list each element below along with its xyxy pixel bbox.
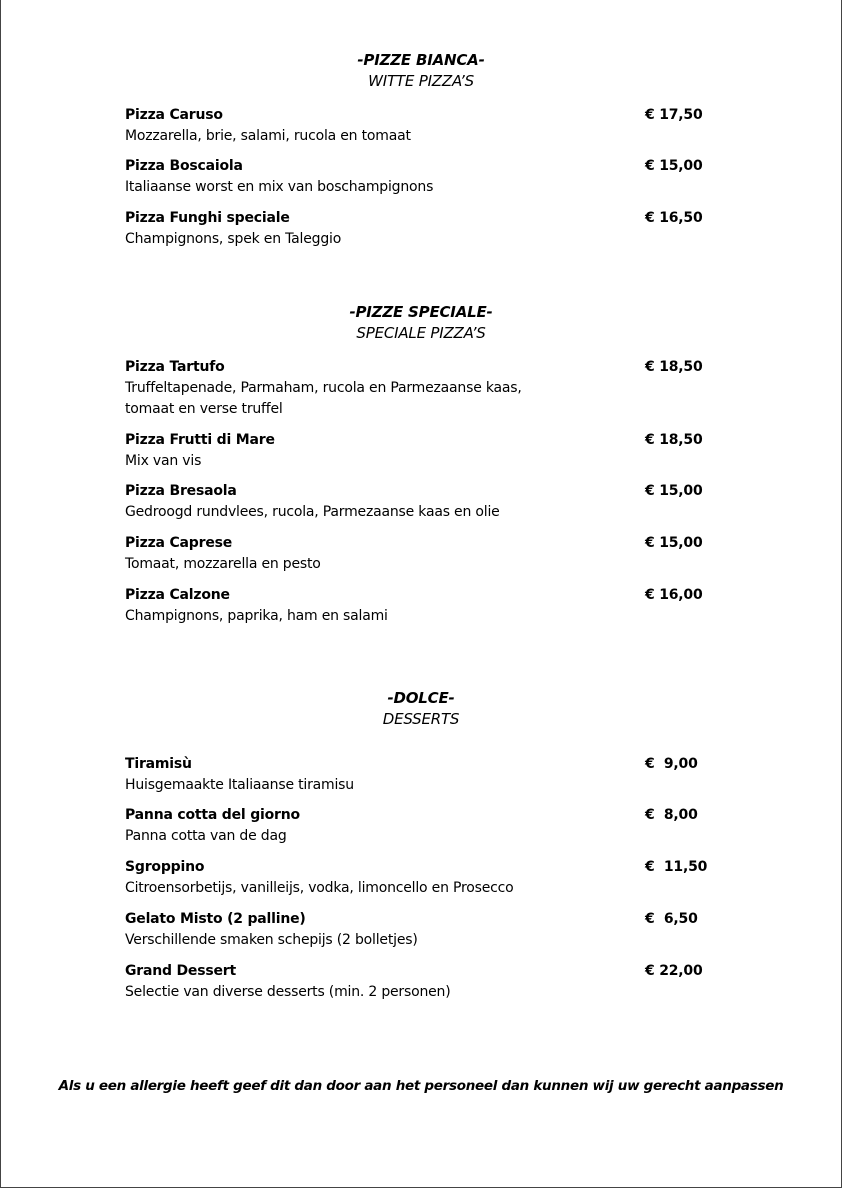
item-description: Tomaat, mozzarella en pesto [125,556,321,572]
section-subtitle: SPECIALE PIZZA’S [356,324,486,342]
menu-item [125,105,705,147]
item-name: Grand Dessert [125,963,236,979]
allergy-note: Als u een allergie heeft geef dit dan door aan het personeel dan kunnen wij uw gerecht aanpassen [58,1078,784,1094]
item-description: Selectie van diverse desserts (min. 2 personen) [125,984,451,1000]
section-subtitle: DESSERTS [382,710,460,728]
menu-item [125,533,705,575]
item-price: € 9,00 [645,756,698,772]
section-header-pizze-bianca [0,50,842,92]
item-description: Verschillende smaken schepijs (2 bolletjes) [125,932,418,948]
item-price: € 18,50 [645,359,703,375]
item-price: € 18,50 [645,432,703,448]
menu-item [125,481,705,523]
menu-item [125,430,705,472]
item-price: € 8,00 [645,807,698,823]
menu-item [125,961,705,1003]
item-price: € 15,00 [645,535,703,551]
item-price: € 11,50 [645,859,708,875]
item-price: € 22,00 [645,963,703,979]
menu-item [125,909,705,951]
item-name: Pizza Frutti di Mare [125,432,275,448]
item-name: Pizza Tartufo [125,359,225,375]
item-price: € 15,00 [645,158,703,174]
menu-item [125,754,705,796]
item-name: Panna cotta del giorno [125,807,300,823]
section-title: -PIZZE BIANCA- [357,51,485,69]
item-price: € 17,50 [645,107,703,123]
section-subtitle: WITTE PIZZA’S [368,72,474,90]
item-description: Huisgemaakte Italiaanse tiramisu [125,777,354,793]
item-description: Truffeltapenade, Parmaham, rucola en Parmezaanse kaas, tomaat en verse truffel [125,380,522,417]
item-name: Pizza Caruso [125,107,223,123]
item-price: € 16,00 [645,587,703,603]
item-price: € 16,50 [645,210,703,226]
item-description: Gedroogd rundvlees, rucola, Parmezaanse kaas en olie [125,504,500,520]
item-description: Citroensorbetijs, vanilleijs, vodka, limoncello en Prosecco [125,880,514,896]
item-description: Mozzarella, brie, salami, rucola en tomaat [125,128,411,144]
section-header-dolce [0,688,842,730]
item-name: Pizza Bresaola [125,483,237,499]
item-name: Sgroppino [125,859,205,875]
item-name: Tiramisù [125,756,192,772]
section-title: -PIZZE SPECIALE- [349,303,493,321]
item-description: Panna cotta van de dag [125,828,287,844]
section-title: -DOLCE- [387,689,455,707]
menu-item [125,156,705,198]
menu-item [125,585,705,627]
item-name: Pizza Funghi speciale [125,210,290,226]
item-name: Pizza Caprese [125,535,233,551]
menu-item [125,805,705,847]
menu-item [125,208,705,250]
item-name: Pizza Boscaiola [125,158,243,174]
item-description: Mix van vis [125,453,202,469]
item-price: € 15,00 [645,483,703,499]
menu-item [125,857,708,899]
item-name: Gelato Misto (2 palline) [125,911,306,927]
item-price: € 6,50 [645,911,698,927]
item-name: Pizza Calzone [125,587,230,603]
item-description: Italiaanse worst en mix van boschampignons [125,179,434,195]
item-description: Champignons, spek en Taleggio [125,231,342,247]
section-header-pizze-speciale [0,302,842,344]
menu-item [125,357,705,420]
item-description: Champignons, paprika, ham en salami [125,608,388,624]
